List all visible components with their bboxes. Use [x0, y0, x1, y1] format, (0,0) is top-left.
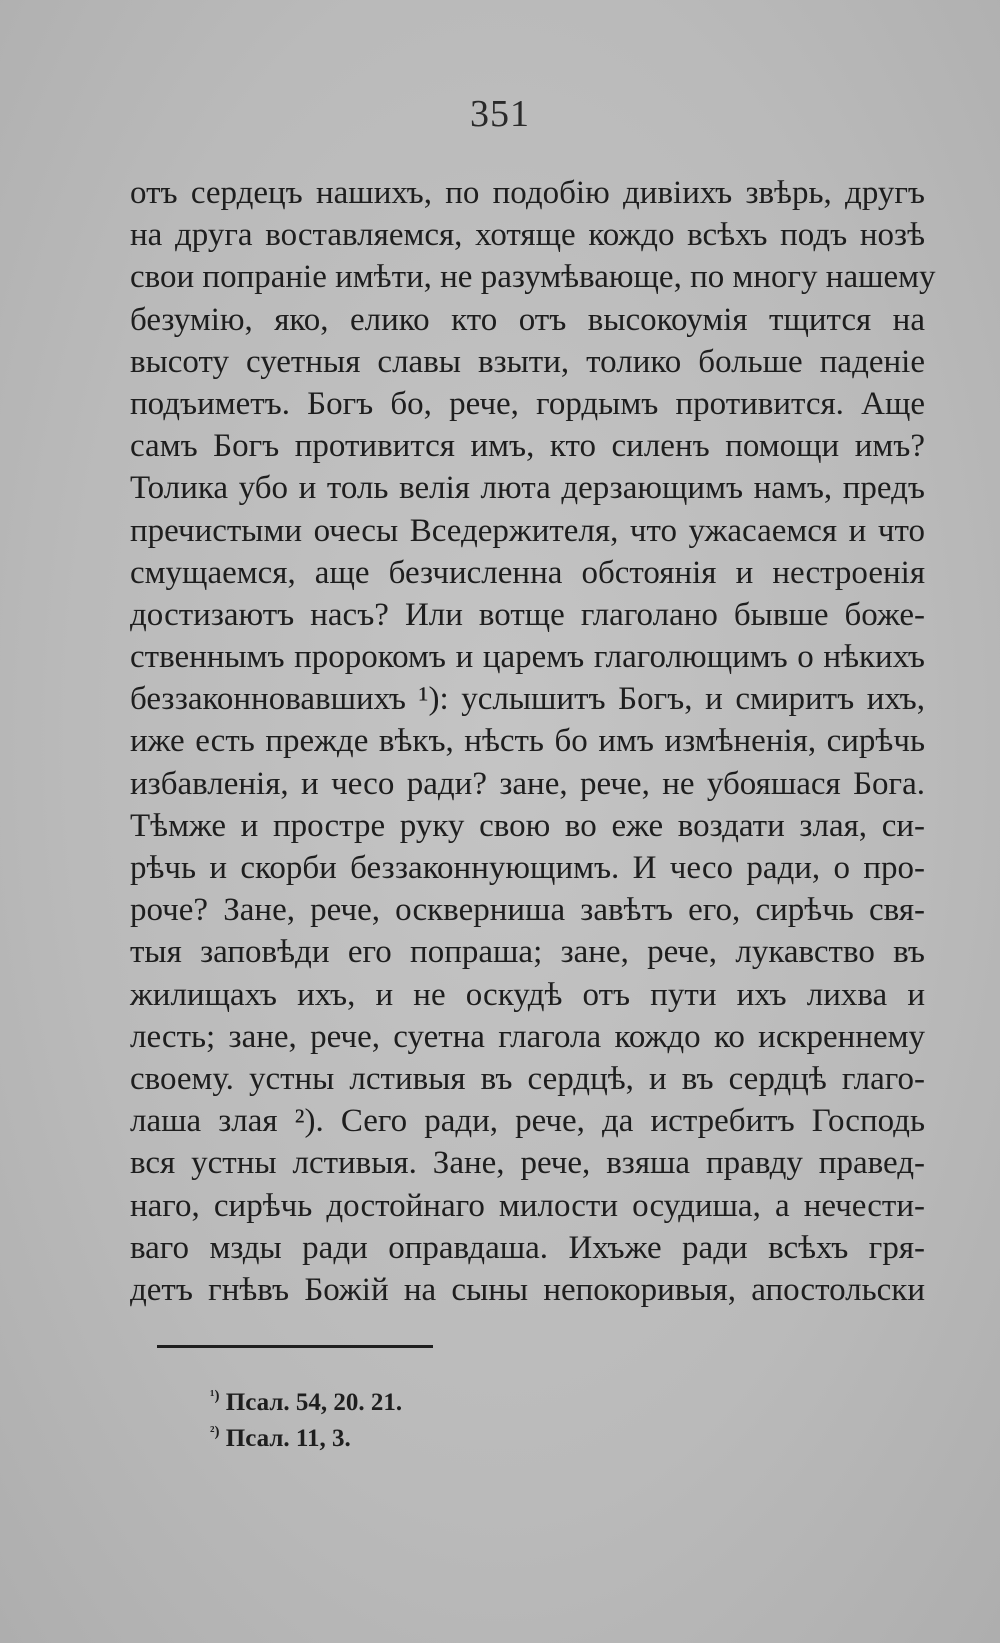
text-line: рѣчь и скорби беззаконнующимъ. И чесо ради, о про-: [130, 850, 925, 886]
text-line: безумiю, яко, елико кто отъ высокоумiя тщится на: [130, 301, 925, 338]
footnote-mark: ¹): [210, 1388, 220, 1404]
text-line: тыя заповѣди его попраша; зане, рече, лукавство въ: [130, 934, 925, 971]
text-line: высоту суетныя славы взыти, толико больше паденiе: [130, 343, 925, 380]
text-line: лесть; зане, рече, суетна глагола кождо ко искреннему: [130, 1018, 925, 1055]
body-text: [130, 172, 936, 1311]
text-line: на друга воставляемся, хотяще кождо всѣхъ подъ нозѣ: [130, 217, 925, 254]
text-line: лаша злая ²). Сего ради, рече, да истребитъ Господь: [130, 1103, 925, 1140]
text-line: роче? Зане, рече, оскверниша завѣтъ его, сирѣчь свя-: [130, 892, 925, 929]
text-line: своему. устны лстивыя въ сердцѣ, и въ сердцѣ глаго-: [130, 1060, 925, 1097]
text-line: ственнымъ пророкомъ и царемъ глаголющимъ о нѣкихъ: [130, 639, 925, 676]
footnotes: [210, 1378, 402, 1450]
text-line: смущаемся, аще безчисленна обстоянiя и нестроенiя: [130, 554, 925, 591]
footnote-text: Псал. 11, 3.: [225, 1425, 351, 1452]
text-line: Тѣмже и простре руку свою во еже воздати злая, си-: [130, 807, 925, 844]
text-line: вся устны лстивыя. Зане, рече, взяша правду правед-: [130, 1145, 925, 1182]
text-line: отъ сердецъ нашихъ, по подобiю дивiихъ звѣрь, другъ: [130, 175, 925, 211]
text-line: пречистыми очесы Вседержителя, что ужасаемся и что: [130, 512, 925, 549]
text-line: беззаконновавшихъ ¹): услышитъ Богъ, и смиритъ ихъ,: [130, 681, 925, 718]
footnote-1: [210, 1378, 402, 1414]
footnote-text: Псал. 54, 20. 21.: [225, 1389, 403, 1416]
page-number: 351: [470, 93, 530, 135]
text-line: детъ гнѣвъ Божiй на сыны непокоривыя, апостольски: [130, 1271, 925, 1308]
text-line: самъ Богъ противится имъ, кто силенъ помощи имъ?: [130, 428, 925, 465]
text-line: жилищахъ ихъ, и не оскудѣ отъ пути ихъ лихва и: [130, 976, 925, 1013]
text-line: Толика убо и толь велiя люта дерзающимъ намъ, предъ: [130, 470, 925, 507]
text-line: подъиметъ. Богъ бо, рече, гордымъ противится. Аще: [130, 385, 925, 422]
text-line: ваго мзды ради оправдаша. Ихъже ради всѣхъ гря-: [130, 1229, 925, 1266]
text-line: иже есть прежде вѣкъ, нѣсть бо имъ измѣненiя, сирѣчь: [130, 723, 925, 760]
footnote-2: [210, 1414, 402, 1450]
text-line: свои попранiе имѣти, не разумѣвающе, по многу нашему: [130, 259, 936, 296]
text-line: наго, сирѣчь достойнаго милости осудиша, а нечести-: [130, 1187, 925, 1224]
text-line: избавленiя, и чесо ради? зане, рече, не убояшася Бога.: [130, 765, 925, 802]
footnote-mark: ²): [210, 1424, 220, 1440]
text-line: достизаютъ насъ? Или вотще глаголано бывше боже-: [130, 596, 925, 633]
footnote-divider: [157, 1345, 433, 1348]
